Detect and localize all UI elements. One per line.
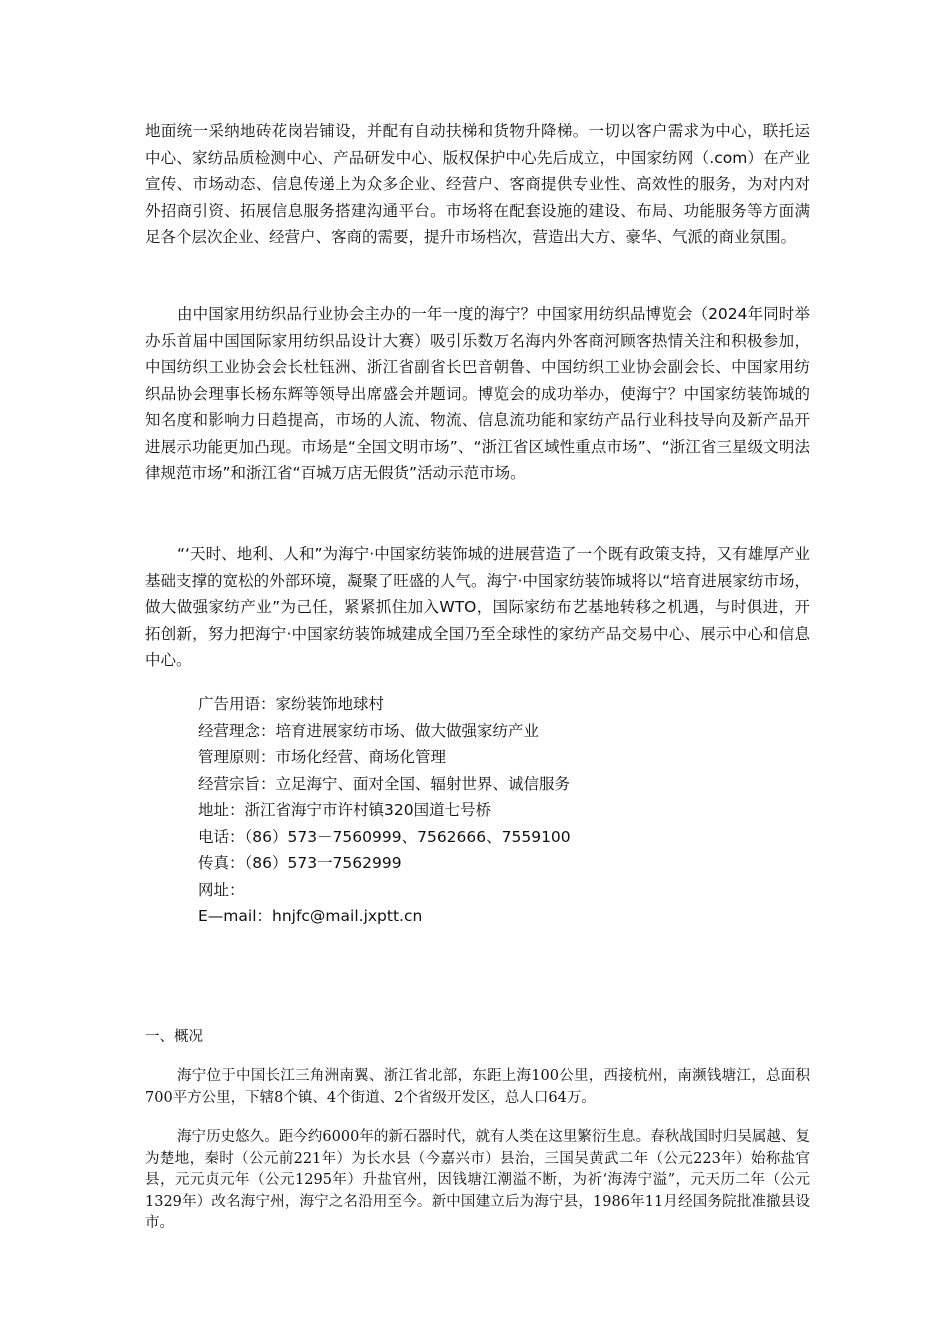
info-email: E—mail：hnjfc@mail.jxptt.cn <box>198 907 423 925</box>
info-fax: 传真：（86）573一7562999 <box>198 854 402 872</box>
overview-paragraph-1: 海宁位于中国长江三角洲南翼、浙江省北部，东距上海100公里，西接杭州，南濒钱塘江，总面积700平方公里，下辖8个镇、4个街道、2个省级开发区，总人口64万。 <box>145 1068 810 1106</box>
overview-paragraph-2: 海宁历史悠久。距今约6000年的新石器时代，就有人类在这里繁衍生息。春秋战国时归吴属越、复为楚地，秦时（公元前221年）为长水县（今嘉兴市）县治，三国吴黄武二年（公元223年）始称盐官县，元元贞元年（公元1295年）升盐官州，因钱塘江潮溢不断，为祈‘海涛宁溢”，元天历二年（公元1329年）改名海宁州，海宁之名沿用至今。新中国建立后为海宁县，1986年11月经国务院批准撤县设市。 <box>145 1129 810 1231</box>
info-purpose: 经营宗旨：立足海宁、面对全国、辐射世界、诚信服务 <box>198 774 571 793</box>
info-management: 管理原则：市场化经营、商场化管理 <box>198 748 447 766</box>
intro-paragraph-1: 地面统一采纳地砖花岗岩铺设，并配有自动扶梯和货物升降梯。一切以客户需求为中心，联托运中心、家纺品质检测中心、产品研发中心、版权保护中心先后成立，中国家纺网（.com）在产业宣传、市场动态、信息传递上为众多企业、经营户、客商提供专业性、高效性的服务，为对内对外招商引资、拓展信息服务搭建沟通平台。市场将在配套设施的建设、布局、功能服务等方面满足各个层次企业、经营户、客商的需要，提升市场档次，营造出大方、豪华、气派的商业氛围。 <box>145 122 810 246</box>
info-philosophy: 经营理念：培育进展家纺市场、做大做强家纺产业 <box>198 721 540 740</box>
info-phone: 电话：（86）573－7560999、7562666、7559100 <box>198 827 571 846</box>
section-title: 一、概况 <box>145 1029 203 1045</box>
info-slogan: 广告用语：家纷装饰地球村 <box>198 695 385 713</box>
info-website: 网址： <box>198 880 245 899</box>
mission-paragraph: “‘天时、地利、人和”为海宁·中国家纺装饰城的进展营造了一个既有政策支持，又有雄厚产业基础支撑的宽松的外部环境，凝聚了旺盛的人气。海宁·中国家纺装饰城将以“培育进展家纺市场，做大做强家纺产业”为己任，紧紧抓住加入WTO，国际家纺布艺基地转移之机遇，与时俱进，开拓创新，努力把海宁·中国家纺装饰城建成全国乃至全球性的家纺产品交易中心、展示中心和信息中心。 <box>145 545 810 669</box>
info-list <box>198 691 571 930</box>
expo-paragraph: 由中国家用纺织品行业协会主办的一年一度的海宁？中国家用纺织品博览会（2024年同时举办乐首届中国国际家用纺织品设计大赛）吸引乐数万名海内外客商河顾客热情关注和积极参加，中国纺织工业协会会长杜钰洲、浙江省副省长巴音朝鲁、中国纺织工业协会副会长、中国家用纺织品协会理事长杨东辉等领导出席盛会并题词。博览会的成功举办，使海宁？中国家纺装饰城的知名度和影响力日趋提高，市场的人流、物流、信息流功能和家纺产品行业科技导向及新产品开进展示功能更加凸现。市场是“全国文明市场”、“浙江省区域性重点市场”、“浙江省三星级文明法律规范市场”和浙江省“百城万店无假货”活动示范市场。 <box>145 305 810 482</box>
info-address: 地址：浙江省海宁市许村镇320国道七号桥 <box>198 801 492 819</box>
